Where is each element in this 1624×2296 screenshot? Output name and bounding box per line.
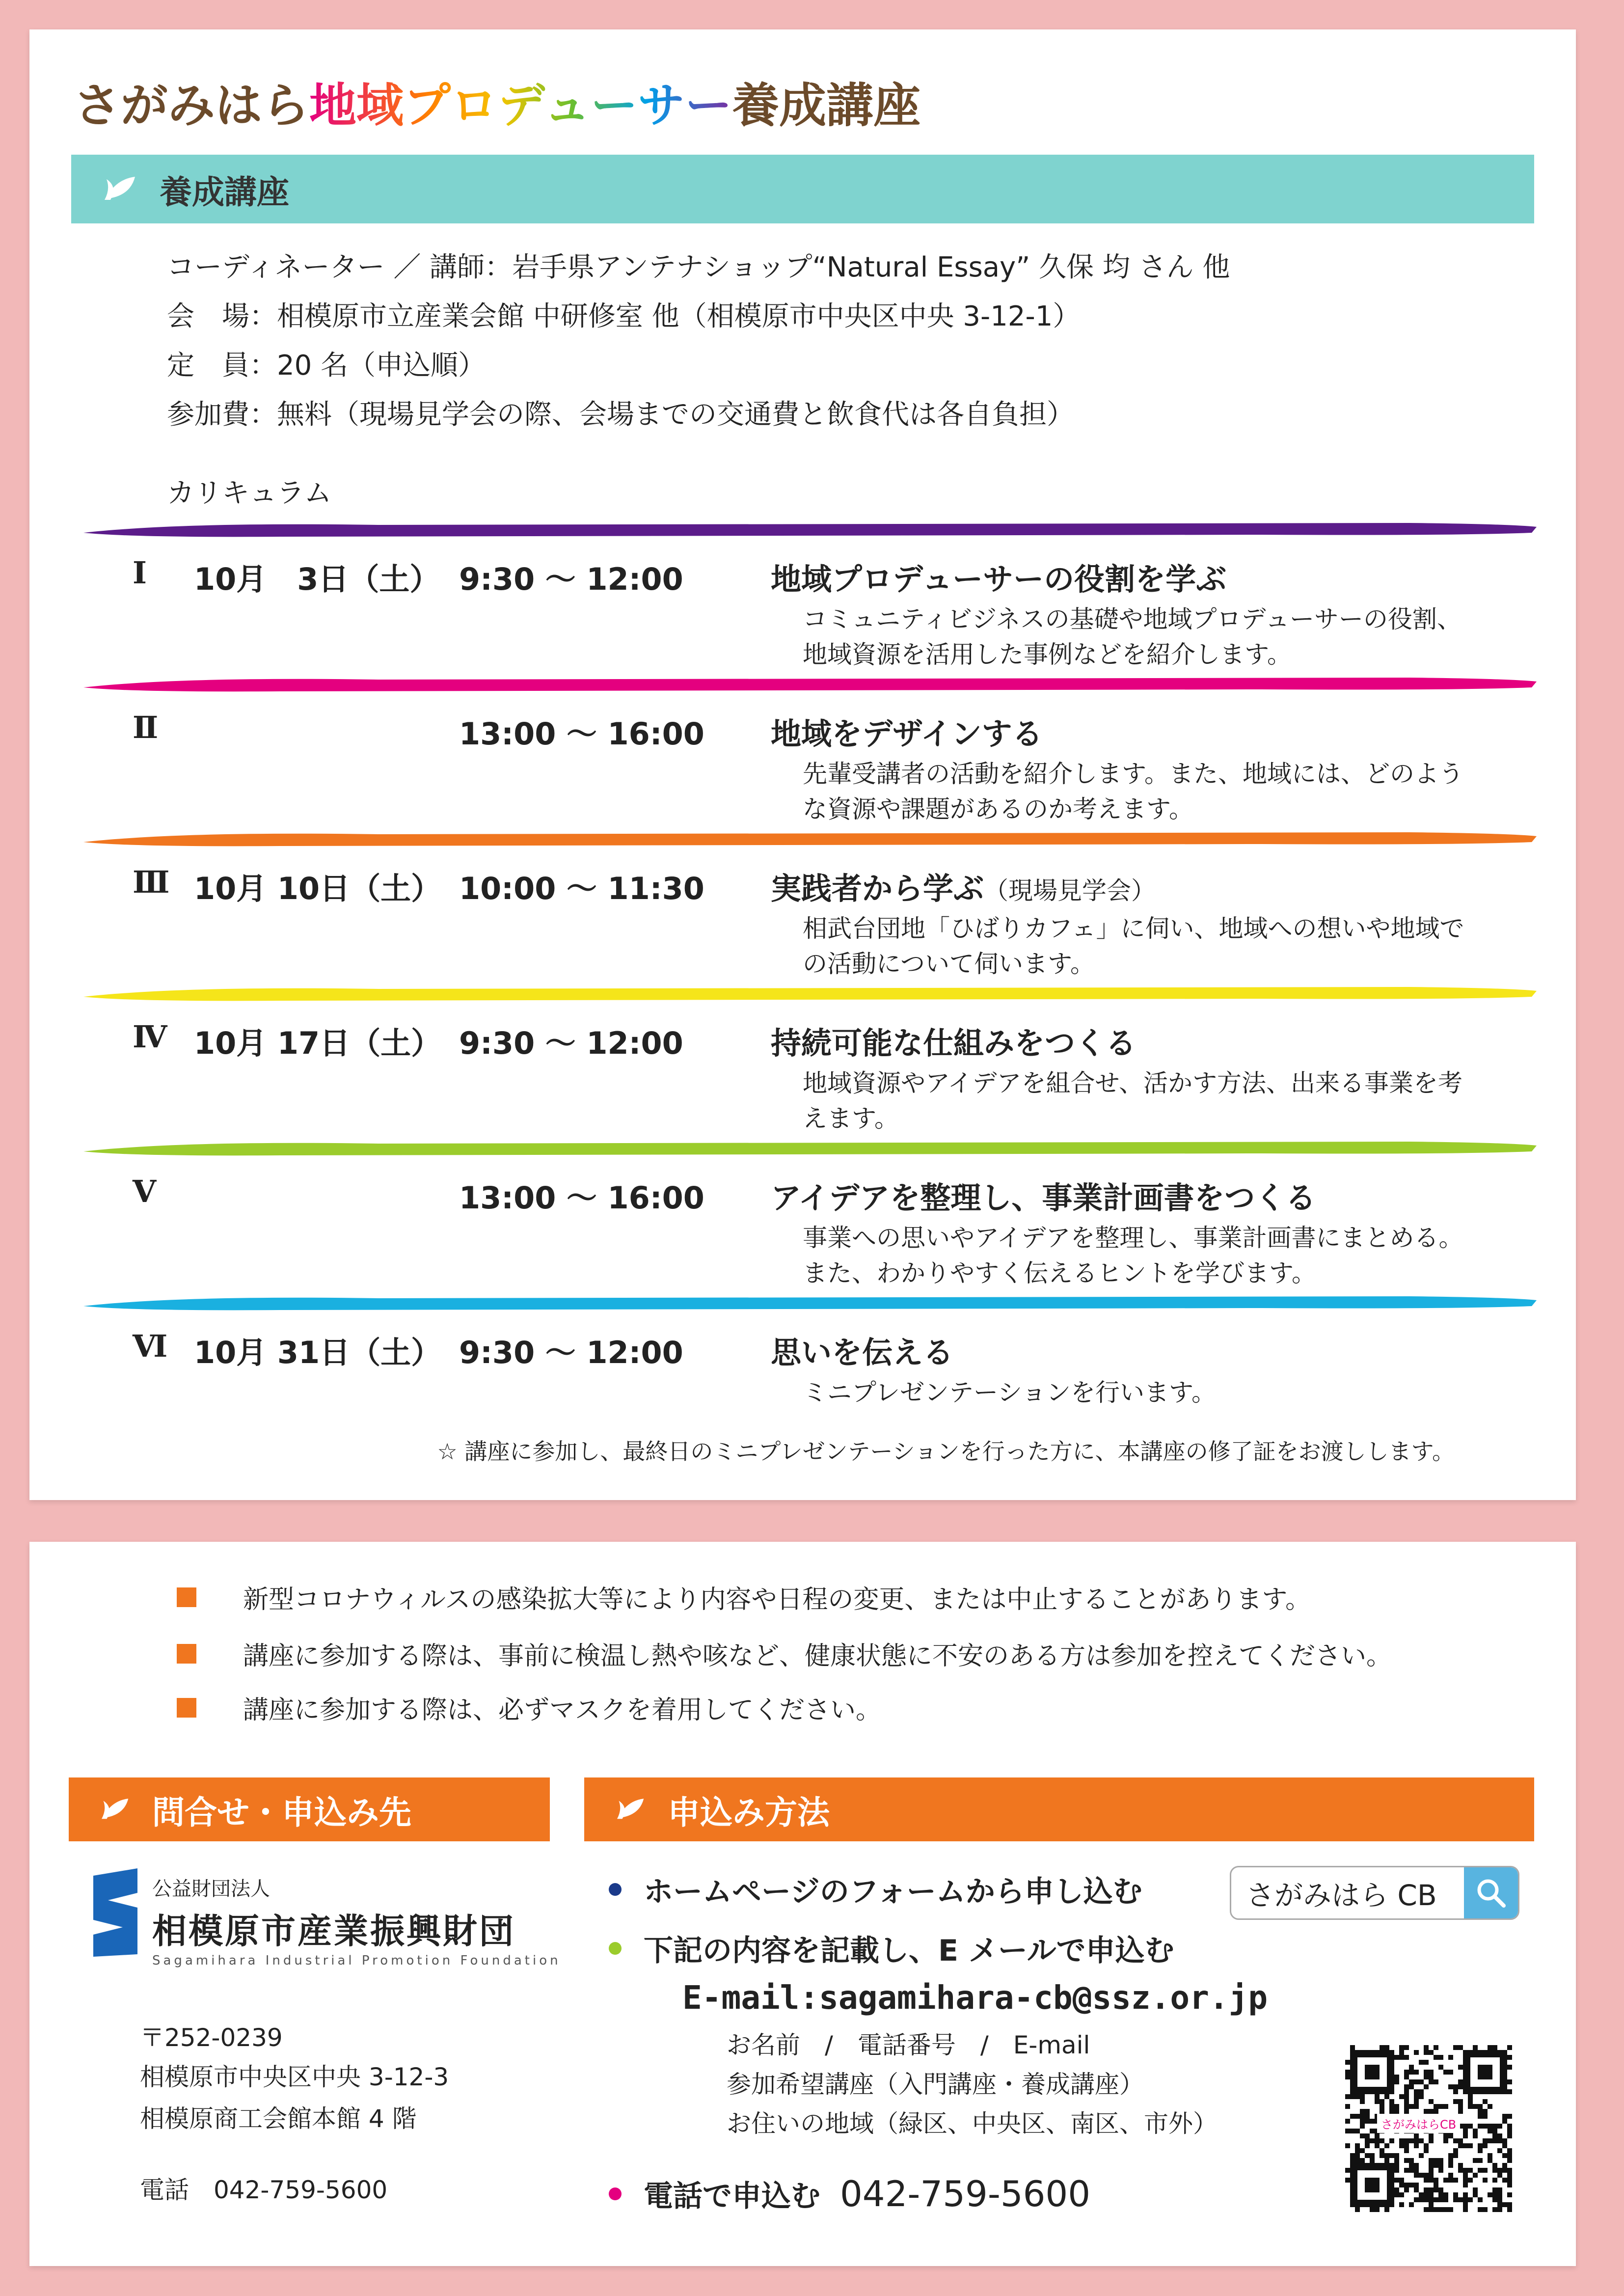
- search-icon[interactable]: [1464, 1867, 1518, 1918]
- info-venue: 会 場：相模原市立産業会館 中研修室 他（相模原市中央区中央 3-12-1）: [167, 301, 1081, 332]
- session-number: Ⅳ: [133, 1019, 167, 1055]
- contact-section-header: 問合せ・申込み先: [69, 1777, 550, 1841]
- leaf-icon: [98, 1792, 133, 1827]
- session-divider-stroke: [83, 827, 1537, 849]
- session-divider-stroke: [83, 982, 1537, 1004]
- session-number: Ⅵ: [133, 1328, 168, 1364]
- organization-logo: [88, 1866, 561, 1968]
- apply-phone: 042-759-5600: [840, 2173, 1091, 2214]
- session-date: 10月 31日（土）: [194, 1335, 442, 1370]
- curriculum-label: カリキュラム: [167, 477, 332, 509]
- footnote: ☆ 講座に参加し、最終日のミニプレゼンテーションを行った方に、本講座の修了証をお渡しします。: [437, 1438, 1455, 1465]
- session-divider-stroke: [83, 673, 1537, 694]
- session-title-note: （現場見学会）: [984, 876, 1156, 905]
- session-divider-stroke: [83, 1291, 1537, 1313]
- notice-item: 新型コロナウィルスの感染拡大等により内容や日程の変更、または中止することがあります。: [177, 1579, 1311, 1615]
- org-english-name: Sagamihara Industrial Promotion Foundation: [152, 1953, 561, 1968]
- page-title: さがみはら地域プロデューサー養成講座: [74, 78, 921, 133]
- foundation-logo-icon: [88, 1866, 142, 1959]
- session-title: 持続可能な仕組みをつくる: [771, 1025, 1137, 1061]
- bullet-dot-icon: [609, 2187, 622, 2200]
- session-description: コミュニティビジネスの基礎や地域プロデューサーの役割、地域資源を活用した事例などを紹介します。: [803, 605, 1462, 669]
- notice-item: 講座に参加する際は、事前に検温し熱や咳など、健康状態に不安のある方は参加を控えてください。: [177, 1635, 1392, 1672]
- session-description: 事業への思いやアイデアを整理し、事業計画書にまとめる。また、わかりやすく伝えるヒントを学びます。: [803, 1224, 1463, 1287]
- required-field: お住いの地域（緑区、中央区、南区、市外）: [727, 2109, 1218, 2138]
- postal-code: 〒252-0239: [140, 2023, 283, 2052]
- required-field: お名前 / 電話番号 / E-mail: [727, 2031, 1090, 2059]
- qr-label: さがみはらCB: [1377, 2114, 1460, 2133]
- bullet-square-icon: [177, 1644, 196, 1664]
- session-title: 地域プロデューサーの役割を学ぶ: [771, 561, 1227, 597]
- bullet-square-icon: [177, 1698, 196, 1718]
- apply-method-phone: 電話で申込む 042-759-5600: [609, 2173, 1090, 2215]
- leaf-icon: [101, 169, 140, 209]
- notice-item: 講座に参加する際は、必ずマスクを着用してください。: [177, 1689, 881, 1726]
- bullet-square-icon: [177, 1587, 196, 1607]
- address-line: 相模原商工会館本館 4 階: [140, 2105, 417, 2133]
- session-time: 10:00 ～ 11:30: [459, 871, 704, 906]
- org-type: 公益財団法人: [152, 1878, 270, 1900]
- bullet-dot-icon: [609, 1883, 622, 1896]
- session-title: 地域をデザインする: [771, 716, 1043, 752]
- apply-method-email: 下記の内容を記載し、E メールで申込む: [609, 1927, 1174, 1969]
- apply-section-header: 申込み方法: [584, 1777, 1534, 1841]
- session-date: 10月 17日（土）: [194, 1025, 442, 1061]
- search-box[interactable]: [1230, 1866, 1519, 1920]
- session-title: 実践者から学ぶ（現場見学会）: [771, 871, 1156, 906]
- section-heading: 養成講座: [160, 173, 289, 211]
- org-name: 相模原市産業振興財団: [152, 1911, 515, 1951]
- session-time: 9:30 ～ 12:00: [459, 1025, 683, 1061]
- session-time: 9:30 ～ 12:00: [459, 561, 683, 597]
- session-title: アイデアを整理し、事業計画書をつくる: [771, 1180, 1316, 1216]
- session-divider-stroke: [83, 518, 1537, 540]
- course-section-header: [71, 155, 1534, 223]
- session-number: Ⅴ: [133, 1174, 157, 1209]
- session-description: 相武台団地「ひばりカフェ」に伺い、地域への想いや地域での活動について伺います。: [803, 914, 1464, 978]
- search-text: さがみはら CB: [1246, 1879, 1437, 1912]
- leaf-icon: [614, 1792, 648, 1827]
- session-number: Ⅲ: [133, 864, 170, 900]
- session-description: ミニプレゼンテーションを行います。: [803, 1378, 1216, 1407]
- session-title: 思いを伝える: [771, 1335, 954, 1370]
- session-time: 13:00 ～ 16:00: [459, 716, 704, 752]
- address-line: 相模原市中央区中央 3-12-3: [140, 2063, 449, 2091]
- info-fee: 参加費：無料（現場見学会の際、会場までの交通費と飲食代は各自負担）: [167, 399, 1074, 431]
- session-time: 13:00 ～ 16:00: [459, 1180, 704, 1216]
- title-rainbow: 地域プロデューサー: [309, 78, 732, 133]
- session-description: 先輩受講者の活動を紹介します。また、地域には、どのような資源や課題があるのか考えます。: [803, 760, 1463, 823]
- required-field: 参加希望講座（入門講座・養成講座）: [727, 2070, 1144, 2099]
- session-number: Ⅰ: [133, 555, 147, 591]
- email-address[interactable]: E-mail:sagamihara-cb@ssz.or.jp: [682, 1979, 1268, 2017]
- apply-method-web: ホームページのフォームから申し込む: [609, 1868, 1142, 1911]
- bullet-dot-icon: [609, 1942, 622, 1955]
- session-number: Ⅱ: [133, 710, 159, 745]
- session-description: 地域資源やアイデアを組合せ、活かす方法、出来る事業を考えます。: [803, 1069, 1462, 1133]
- info-coordinator: コーディネーター ／ 講師：岩手県アンテナショップ“Natural Essay” 久保 均 さん 他: [167, 251, 1230, 283]
- session-date: 10月 3日（土）: [194, 561, 440, 597]
- info-capacity: 定 員：20 名（申込順）: [167, 350, 486, 382]
- contact-phone: 電話 042-759-5600: [140, 2176, 388, 2204]
- session-time: 9:30 ～ 12:00: [459, 1335, 683, 1370]
- session-divider-stroke: [83, 1137, 1537, 1158]
- session-date: 10月 10日（土）: [194, 871, 442, 906]
